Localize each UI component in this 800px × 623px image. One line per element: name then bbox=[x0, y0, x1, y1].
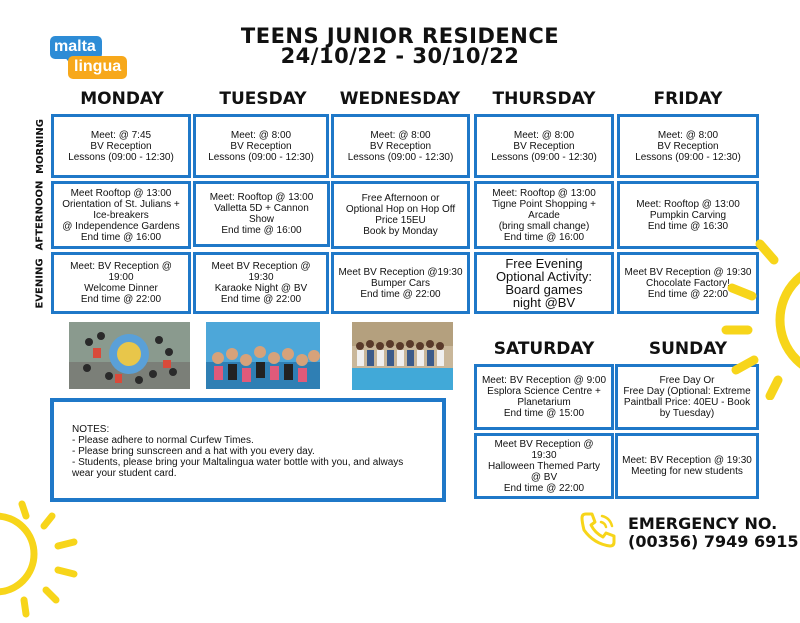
day-header-sunday: SUNDAY bbox=[648, 339, 728, 359]
friday-evening-cell: Meet BV Reception @ 19:30 Chocolate Factory! End time @ 22:00 bbox=[617, 252, 759, 314]
wednesday-afternoon-cell: Free Afternoon or Optional Hop on Hop Off Price 15EU Book by Monday bbox=[331, 181, 470, 249]
photo-boat-trip bbox=[206, 322, 320, 389]
wednesday-evening-cell: Meet BV Reception @19:30 Bumper Cars End time @ 22:00 bbox=[331, 252, 470, 314]
sun-rays-right-icon bbox=[718, 230, 800, 400]
logo-text-lingua: lingua bbox=[68, 56, 127, 79]
emergency-number: (00356) 7949 6915 bbox=[628, 532, 799, 551]
emergency-contact bbox=[628, 515, 799, 551]
day-header-tuesday: TUESDAY bbox=[219, 89, 307, 109]
thursday-evening-cell: Free Evening Optional Activity: Board games night @BV bbox=[474, 252, 614, 314]
row-label-evening: EVENING bbox=[34, 257, 46, 309]
logo-text-malta: malta bbox=[50, 36, 102, 59]
row-label-morning: MORNING bbox=[34, 118, 46, 174]
phone-icon bbox=[578, 510, 618, 550]
maltalingua-logo bbox=[50, 36, 130, 82]
monday-afternoon-cell: Meet Rooftop @ 13:00 Orientation of St. Julians + Ice-breakers @ Independence Gardens End time @ 16:00 bbox=[51, 181, 191, 249]
day-header-friday: FRIDAY bbox=[653, 89, 723, 109]
day-header-monday: MONDAY bbox=[80, 89, 164, 109]
emergency-label: EMERGENCY NO. bbox=[628, 514, 778, 533]
day-header-thursday: THURSDAY bbox=[492, 89, 596, 109]
tuesday-morning-cell: Meet: @ 8:00 BV Reception Lessons (09:00 - 12:30) bbox=[193, 114, 329, 178]
photo-group-orientation bbox=[69, 322, 190, 389]
notes-box bbox=[50, 398, 446, 502]
friday-afternoon-cell: Meet: Rooftop @ 13:00 Pumpkin Carving End time @ 16:30 bbox=[617, 181, 759, 249]
friday-morning-cell: Meet: @ 8:00 BV Reception Lessons (09:00 - 12:30) bbox=[617, 114, 759, 178]
notes-line: - Students, please bring your Maltalingua water bottle with you, and always wear your student card. bbox=[72, 457, 404, 479]
page-title: TEENS JUNIOR RESIDENCE bbox=[240, 24, 560, 48]
photo-pool-group bbox=[352, 322, 453, 390]
notes-line: - Please bring sunscreen and a hat with you every day. bbox=[72, 446, 315, 457]
row-label-afternoon: AFTERNOON bbox=[34, 180, 46, 250]
tuesday-evening-cell: Meet BV Reception @ 19:30 Karaoke Night @ BV End time @ 22:00 bbox=[193, 252, 329, 314]
saturday-evening-cell: Meet BV Reception @ 19:30 Halloween Themed Party @ BV End time @ 22:00 bbox=[474, 433, 614, 499]
thursday-morning-cell: Meet: @ 8:00 BV Reception Lessons (09:00 - 12:30) bbox=[474, 114, 614, 178]
day-header-saturday: SATURDAY bbox=[493, 339, 595, 359]
sunday-evening-cell: Meet: BV Reception @ 19:30 Meeting for new students bbox=[615, 433, 759, 499]
tuesday-afternoon-cell: Meet: Rooftop @ 13:00 Valletta 5D + Cannon Show End time @ 16:00 bbox=[193, 181, 330, 247]
thursday-afternoon-cell: Meet: Rooftop @ 13:00 Tigne Point Shopping + Arcade (bring small change) End time @ 16:00 bbox=[474, 181, 614, 249]
monday-morning-cell: Meet: @ 7:45 BV Reception Lessons (09:00 - 12:30) bbox=[51, 114, 191, 178]
sun-rays-left-icon bbox=[0, 500, 86, 618]
saturday-day-cell: Meet: BV Reception @ 9:00 Esplora Science Centre + Planetarium End time @ 15:00 bbox=[474, 364, 614, 430]
day-header-wednesday: WEDNESDAY bbox=[339, 89, 461, 109]
sunday-day-cell: Free Day Or Free Day (Optional: Extreme Paintball Price: 40EU - Book by Tuesday) bbox=[615, 364, 759, 430]
notes-heading: NOTES: bbox=[72, 424, 110, 435]
wednesday-morning-cell: Meet: @ 8:00 BV Reception Lessons (09:00 - 12:30) bbox=[331, 114, 470, 178]
monday-evening-cell: Meet: BV Reception @ 19:00 Welcome Dinner End time @ 22:00 bbox=[51, 252, 191, 314]
notes-line: - Please adhere to normal Curfew Times. bbox=[72, 435, 254, 446]
date-range: 24/10/22 - 30/10/22 bbox=[280, 44, 520, 68]
